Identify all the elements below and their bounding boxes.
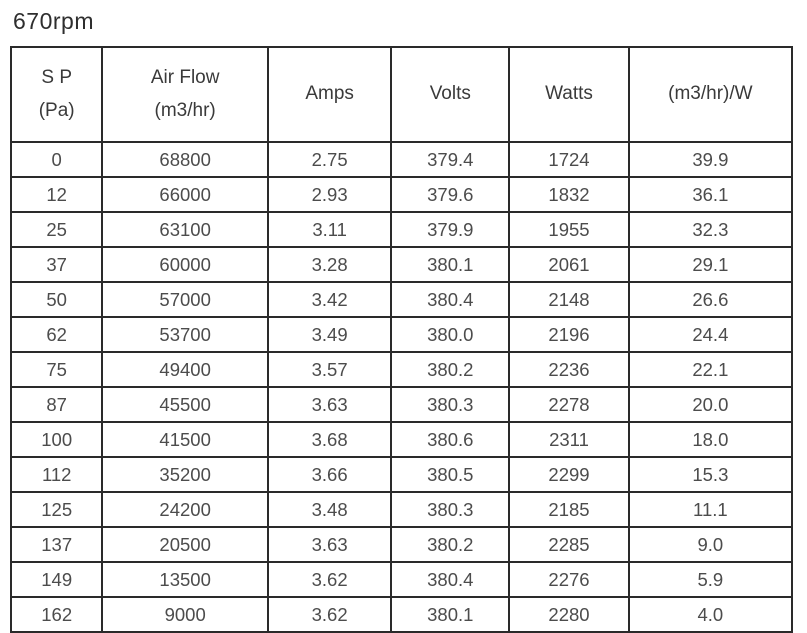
table-row [11, 317, 792, 352]
table-row [11, 352, 792, 387]
table-row [11, 247, 792, 282]
table-row [11, 142, 792, 177]
table-row [11, 562, 792, 597]
table-cell: 125 [11, 492, 102, 527]
table-cell: 5.9 [629, 562, 792, 597]
table-cell: 380.1 [391, 247, 509, 282]
table-cell: 3.28 [268, 247, 391, 282]
column-header-3 [268, 47, 391, 142]
table-row [11, 177, 792, 212]
table-cell: 3.49 [268, 317, 391, 352]
table-cell: 380.2 [391, 352, 509, 387]
table-row [11, 282, 792, 317]
table-cell: 2276 [509, 562, 628, 597]
table-cell: 2278 [509, 387, 628, 422]
table-cell: 20.0 [629, 387, 792, 422]
table-cell: 24.4 [629, 317, 792, 352]
table-cell: 57000 [102, 282, 268, 317]
table-cell: 45500 [102, 387, 268, 422]
column-header-line: Watts [545, 83, 593, 105]
table-cell: 380.4 [391, 562, 509, 597]
table-cell: 20500 [102, 527, 268, 562]
column-header-2 [102, 47, 268, 142]
table-cell: 112 [11, 457, 102, 492]
table-cell: 380.6 [391, 422, 509, 457]
table-cell: 2061 [509, 247, 628, 282]
table-cell: 3.62 [268, 562, 391, 597]
table-cell: 1724 [509, 142, 628, 177]
table-cell: 3.63 [268, 527, 391, 562]
table-cell: 3.68 [268, 422, 391, 457]
table-cell: 3.63 [268, 387, 391, 422]
table-cell: 2311 [509, 422, 628, 457]
table-cell: 380.0 [391, 317, 509, 352]
table-cell: 2185 [509, 492, 628, 527]
table-row [11, 457, 792, 492]
table-cell: 22.1 [629, 352, 792, 387]
column-header-1 [11, 47, 102, 142]
table-cell: 2.93 [268, 177, 391, 212]
table-cell: 2148 [509, 282, 628, 317]
table-cell: 32.3 [629, 212, 792, 247]
table-cell: 2280 [509, 597, 628, 632]
table-cell: 3.48 [268, 492, 391, 527]
table-cell: 1832 [509, 177, 628, 212]
table-cell: 2285 [509, 527, 628, 562]
table-cell: 12 [11, 177, 102, 212]
table-cell: 100 [11, 422, 102, 457]
table-cell: 379.9 [391, 212, 509, 247]
table-cell: 35200 [102, 457, 268, 492]
table-cell: 63100 [102, 212, 268, 247]
table-cell: 3.66 [268, 457, 391, 492]
table-cell: 68800 [102, 142, 268, 177]
table-cell: 4.0 [629, 597, 792, 632]
performance-data-table [10, 46, 793, 633]
table-body [11, 142, 792, 632]
table-cell: 49400 [102, 352, 268, 387]
header-row [11, 47, 792, 142]
column-header-5 [509, 47, 628, 142]
table-cell: 26.6 [629, 282, 792, 317]
table-cell: 162 [11, 597, 102, 632]
table-header [11, 47, 792, 142]
table-cell: 3.62 [268, 597, 391, 632]
table-row [11, 387, 792, 422]
column-header-6 [629, 47, 792, 142]
table-cell: 137 [11, 527, 102, 562]
table-cell: 13500 [102, 562, 268, 597]
table-cell: 39.9 [629, 142, 792, 177]
table-cell: 2196 [509, 317, 628, 352]
table-cell: 29.1 [629, 247, 792, 282]
table-cell: 379.6 [391, 177, 509, 212]
table-cell: 66000 [102, 177, 268, 212]
table-cell: 53700 [102, 317, 268, 352]
table-row [11, 597, 792, 632]
table-cell: 18.0 [629, 422, 792, 457]
table-cell: 3.11 [268, 212, 391, 247]
table-cell: 50 [11, 282, 102, 317]
table-cell: 41500 [102, 422, 268, 457]
column-header-line: S P [41, 67, 72, 89]
table-cell: 24200 [102, 492, 268, 527]
table-cell: 9000 [102, 597, 268, 632]
table-cell: 2.75 [268, 142, 391, 177]
table-cell: 3.57 [268, 352, 391, 387]
table-cell: 149 [11, 562, 102, 597]
table-cell: 37 [11, 247, 102, 282]
table-cell: 380.4 [391, 282, 509, 317]
table-cell: 379.4 [391, 142, 509, 177]
column-header-4 [391, 47, 509, 142]
column-header-line: Amps [305, 83, 354, 105]
column-header-line: Air Flow [150, 67, 220, 89]
table-cell: 75 [11, 352, 102, 387]
table-row [11, 527, 792, 562]
table-cell: 15.3 [629, 457, 792, 492]
table-cell: 25 [11, 212, 102, 247]
table-row [11, 422, 792, 457]
page-title: 670rpm [13, 8, 94, 34]
column-header-line: (m3/hr)/W [668, 83, 753, 105]
table-cell: 60000 [102, 247, 268, 282]
table-cell: 1955 [509, 212, 628, 247]
table-cell: 87 [11, 387, 102, 422]
table-cell: 9.0 [629, 527, 792, 562]
table-cell: 380.3 [391, 387, 509, 422]
column-header-line: (Pa) [38, 99, 75, 121]
table-cell: 3.42 [268, 282, 391, 317]
table-cell: 0 [11, 142, 102, 177]
table-cell: 2299 [509, 457, 628, 492]
column-header-line: (m3/hr) [154, 99, 216, 121]
table-cell: 380.5 [391, 457, 509, 492]
table-cell: 36.1 [629, 177, 792, 212]
table-row [11, 492, 792, 527]
table-cell: 11.1 [629, 492, 792, 527]
table-cell: 62 [11, 317, 102, 352]
table-cell: 380.2 [391, 527, 509, 562]
table-cell: 380.3 [391, 492, 509, 527]
table-cell: 380.1 [391, 597, 509, 632]
table-cell: 2236 [509, 352, 628, 387]
column-header-line: Volts [429, 83, 471, 105]
table-row [11, 212, 792, 247]
